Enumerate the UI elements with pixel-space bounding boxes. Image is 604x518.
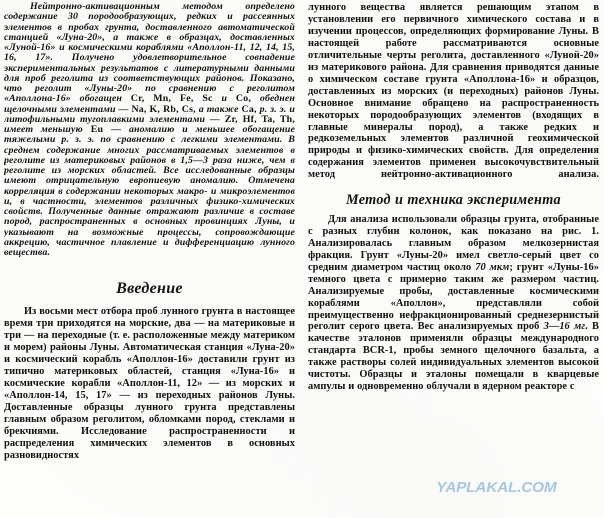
abstract-segment-italic-6: имеет меньшую	[4, 124, 91, 135]
abstract-paragraph	[4, 2, 295, 258]
particle-size-value: 70 мкм	[475, 261, 510, 273]
right-column	[308, 2, 599, 516]
abstract-element-co: Co,	[235, 93, 260, 105]
site-watermark: YAPLAKAL.COM	[436, 480, 557, 496]
abstract-element-ca: Ca,	[241, 103, 260, 115]
section-heading-introduction: Введение	[116, 280, 183, 298]
method-text-after-particle-size: ; грунт «Луны-16» темного цвета с примерно таким же размером частиц. Анализируемые пробы, доставленные космическими кораблями «Аполлон», представляли собой преимущественно нефракционированный среднезернистый реголит серого цвета. Вес анализируемых проб	[308, 261, 599, 333]
abstract-element-eu: Eu	[90, 124, 112, 135]
abstract-heading-spacer	[4, 258, 295, 267]
abstract-segment-italic-3: обеднен щелочными элементами —	[4, 93, 295, 115]
introduction-continuation-paragraph: лунного вещества является решающим этапом в установлении его первичного химического состава и в изучении процессов, определяющих формирование Луны. В настоящей работе рассматриваются основные отличительные черты реголита, доставленного «Луной-20» из материкового района. Для сравнения приводятся данные о химическом составе грунта «Аполлона-16» и образцов, доставленных из морских (и переходных) районов Луны. Основное внимание обращено на распространенность некоторых породообразующих элементов (входящих в главные минералы пород), а также редких и редкоземельных элементов различной геохимической природы и физико-химических свойств. Для определения содержания элементов применен высокочувствительный метод нейтронно-активационного анализа.	[308, 2, 599, 181]
abstract-segment-italic-2: и	[221, 93, 236, 105]
method-paragraph	[308, 214, 599, 393]
abstract-segment-italic-7: — аномалию и меньшее обогащение тяжелыми р. з. э. по сравнению с легкими элементами. В среднем содержание многих рассматриваемых элементов в реголите из материковых районов в 1,5—3 раза ниже, чем в реголите из морских областей. Все исследованные образцы имеют отрицательную европиевую аномалию. Отмечена корреляция в содержании некоторых макро- и микроэлементов и, в частности, элементов различных физико-химических свойств. Полученные данные отражают различие в составе пород, распространенных в основных провинциях Луны, и указывают на возможные процессы, сопровождающие аккрецию, частичное плавление и дифференциацию лунного вещества.	[4, 124, 295, 258]
abstract-elements-zr-hf-ta-th: Zr, Hf, Ta, Th,	[224, 113, 295, 125]
abstract-segment-italic-4: а также	[198, 103, 242, 115]
introduction-paragraph: Из восьми мест отбора проб лунного грунта в настоящее время три приходятся на морские, два — на материковые и три — на переходные (т. е. расположенные между материком и морем) районы Луны. Автоматическая станция «Луна-20» и космический корабль «Аполлон-16» доставили грунт из типично материковых областей, станция «Луна-16» и космические корабли «Аполлон-11, 12» — из морских и «Аполлон-14, 15, 17» — из переходных районов Луны. Доставленные образцы лунного грунта представлены главным образом реголитом, обломками пород, стеклами и брекчиями. Исследование распространенности и распределения химических элементов в основных разновидностях	[4, 306, 295, 461]
two-column-text-body	[4, 2, 600, 516]
section-heading-method-and-technique: Метод и техника эксперимента	[346, 192, 561, 209]
sample-weight-value: 3—16 мг	[543, 321, 586, 333]
abstract-elements-cr-mn-fe-sc: Cr, Mn, Fe, Sc	[130, 93, 222, 105]
abstract-segment-italic-5: р. з. э. и литофильными тугоплавкими элементами —	[4, 103, 295, 125]
method-text-tail: . В качестве эталонов применяли образцы международного стандарта BCR-1, пробы земного щелочного базальта, а также растворы солей индивидуальных элементов высокой чистоты. Образцы и эталоны помещали в кварцевые ампулы и одновременно облучали в ядерном реакторе с	[308, 321, 599, 392]
left-column	[4, 2, 295, 516]
abstract-elements-na-k-rb-cs: Na, K, Rb, Cs,	[131, 103, 199, 115]
abstract-segment-italic-1: Нейтронно-активационным методом определено содержание 30 породообразующих, редких и рассеянных элементов в пробах грунта, доставленного автоматической станцией «Луна-20», а также в образцах, доставленных «Луной-16» и космическими кораблями «Аполлон-11, 12, 14, 15, 16, 17». Получено удовлетворительное совпадение экспериментальных результатов с литературными данными для проб реголита из соответствующих районов. Показано, что реголит «Луны-20» по сравнению с реголитом «Аполлона-16» обогащен	[4, 2, 295, 105]
method-text-before-particle-size: Для анализа использовали образцы грунта, отобранные с разных глубин колонок, как показано на рис. 1. Анализировалась главным образом мелкозернистая фракция. Грунт «Луны-20» имел светло-серый цвет со средним диаметром частиц около	[308, 214, 599, 273]
